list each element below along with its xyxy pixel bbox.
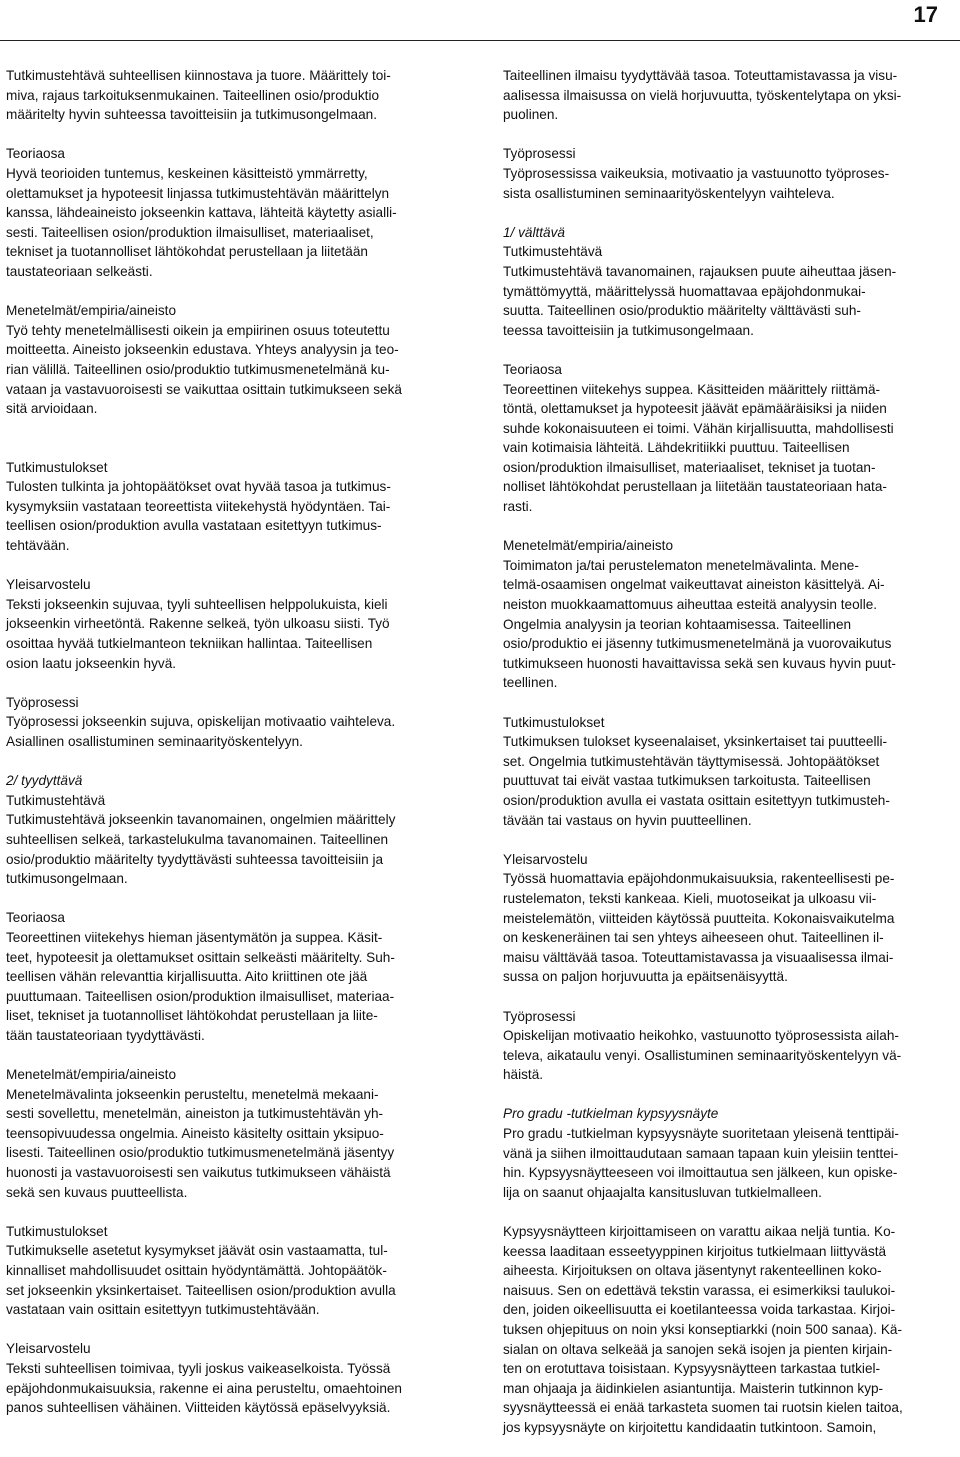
section-heading: Menetelmät/empiria/aineisto (503, 538, 674, 554)
text-line: teellisen osion/produktion avulla vastataan esitettyyn tutkimus- (6, 518, 382, 534)
section-heading: Tutkimustulokset (503, 714, 605, 730)
paragraph (6, 66, 446, 125)
text-line: Ongelmia analyysin ja teorian kohtaamisessa. Taiteellinen (503, 616, 852, 632)
text-line: huonosti ja vastavuoroisesti sen vaikutus tutkimukseen vähäistä (6, 1165, 391, 1181)
left-column (6, 66, 446, 1437)
text-line: Opiskelijan motivaatio heikohko, vastuunotto työprosessista ailah- (503, 1028, 899, 1044)
text-line: tymättömyyttä, määrittelyssä huomattavaa epäjohdonmukai- (503, 283, 866, 299)
section-heading: Työprosessi (503, 1008, 576, 1024)
text-line: sialan on oltava selkeää ja sanojen sekä isojen ja pienten kirjain- (503, 1341, 893, 1357)
section-heading: Tutkimustulokset (6, 459, 108, 475)
text-line: Teoreettinen viitekehys hieman jäsentymätön ja suppea. Käsit- (6, 929, 383, 945)
text-line: neiston muokkaamattomuus aiheuttaa esteitä analyysin teolle. (503, 597, 878, 613)
text-line: Tutkimuksen tulokset kyseenalaiset, yksinkertaiset tai puutteelli- (503, 734, 888, 750)
text-line: vastataan vain osittain esitettyyn tutkimustehtävään. (6, 1302, 320, 1318)
header-rule (0, 40, 960, 41)
text-line: Tutkimustehtävä (503, 244, 603, 260)
text-line: teessa tavoitteisiin ja tutkimusongelmaan. (503, 322, 754, 338)
text-line: televa, aikataulu venyi. Osallistuminen seminaarityöskentelyyn vä- (503, 1047, 902, 1063)
text-line: den, joiden oikeellisuutta ei koetilanteessa voida tarkastaa. Kirjoi- (503, 1302, 896, 1318)
text-line: panos suhteellisen vähäinen. Viitteiden käytössä epäselvyyksiä. (6, 1400, 391, 1416)
text-line: suhde kokonaisuuteen ei toimi. Vähän kirjallisuutta, mahdollisesti (503, 420, 894, 436)
text-line: Työssä huomattavia epäjohdonmukaisuuksia, rakenteellisesti pe- (503, 871, 895, 887)
text-line: Menetelmävalinta jokseenkin perusteltu, menetelmä mekaani- (6, 1086, 379, 1102)
section-heading: Teoriaosa (6, 146, 65, 162)
text-line: sekä sen kuvaus puutteellista. (6, 1184, 188, 1200)
text-line: Toimimaton ja/tai perustelematon menetelmävalinta. Mene- (503, 557, 859, 573)
text-line: on keskeneräinen tai sen yhteys aiheeseen ohut. Taiteellinen il- (503, 930, 884, 946)
text-line: tävään tai vastaus on hyvin puutteellinen. (503, 812, 752, 828)
text-line: rasti. (503, 499, 533, 515)
text-line: Hyvä teorioiden tuntemus, keskeinen käsitteistö ymmärretty, (6, 165, 368, 181)
paragraph (6, 1065, 446, 1202)
text-line: kanssa, lähdeaineisto jokseenkin kattava, lähteitä käytetty asialli- (6, 205, 397, 221)
paragraph (503, 850, 923, 987)
text-line: teet, hypoteesit ja olettamukset osittain selkeästi määritelty. Suh- (6, 949, 395, 965)
text-line: osio/produktio ei jäsenny tutkimusmenetelmänä ja vuorovaikutus (503, 636, 892, 652)
text-line: Työprosessi jokseenkin sujuva, opiskelijan motivaatio vaihteleva. (6, 714, 396, 730)
text-line: man ohjaaja ja äidinkielen asiantuntija. Maisterin tutkinnon kyp- (503, 1380, 884, 1396)
text-line: teensopivuudessa ongelmia. Aineisto käsitelty osittain yksipuo- (6, 1125, 384, 1141)
paragraph (6, 144, 446, 281)
section-heading: Teoriaosa (6, 910, 65, 926)
text-line: moitteetta. Aineisto jokseenkin edustava. Yhteys analyysin ja teo- (6, 342, 399, 358)
text-line: telmä-osaamisen ongelmat vaikeuttavat aineiston käsittelyä. Ai- (503, 577, 885, 593)
text-line: hin. Kypsyysnäytteeseen voi ilmoittautua sen jälkeen, kun opiske- (503, 1165, 898, 1181)
text-line: osion/produktion avulla ei vastata osittain esitettyyn tutkimusteh- (503, 792, 890, 808)
section-heading: Työprosessi (6, 694, 79, 710)
text-line: sista osallistuminen seminaarityöskentelyyn vaihteleva. (503, 185, 835, 201)
section-heading: Yleisarvostelu (6, 577, 91, 593)
text-line: sesti sovellettu, menetelmän, aineiston ja tutkimustehtävän yh- (6, 1106, 384, 1122)
paragraph (6, 771, 446, 889)
text-line: määritelty hyvin suhteessa tavoitteisiin ja tutkimusongelmaan. (6, 107, 377, 123)
text-line: Tulosten tulkinta ja johtopäätökset ovat hyvää tasoa ja tutkimus- (6, 479, 391, 495)
text-line: epäjohdonmukaisuuksia, rakenne ei aina perusteltu, omaehtoinen (6, 1380, 402, 1396)
paragraph (503, 223, 923, 341)
text-line: rian välillä. Taiteellinen osio/produktio tutkimusmenetelmänä ku- (6, 361, 390, 377)
paragraph (6, 908, 446, 1045)
text-line: osoittaa hyvää tutkielmanteon tekniikan hallintaa. Taiteellisen (6, 636, 373, 652)
text-line: tekniset ja tuotannolliset lähtökohdat perustellaan ja liitetään (6, 244, 368, 260)
section-heading: Teoriaosa (503, 361, 562, 377)
text-line: puolinen. (503, 107, 559, 123)
text-line: teellisen vähän relevanttia kirjallisuutta. Aito kriittinen ote jää (6, 969, 368, 985)
text-line: osion/produktion ilmaisulliset, materiaaliset, tekniset ja tuotan- (503, 459, 876, 475)
text-line: olettamukset ja hypoteesit linjassa tutkimustehtävän määrittelyn (6, 185, 390, 201)
section-heading: Taiteellinen ilmaisu tyydyttävää tasoa. Toteuttamistavassa ja visu- (503, 68, 898, 83)
text-line: lija on saanut ohjaajalta kansitusluvan tutkielmalleen. (503, 1184, 822, 1200)
text-line: syysnäytteessä ei enää tarkasteta suomen tai ruotsin kielen taitoa, (503, 1400, 903, 1416)
text-line: vataan ja vastavuoroisesti se vaikuttaa osittain tutkimukseen sekä (6, 381, 402, 397)
text-line: puuttuvat tai eivät vastaa tutkimuksen tarkoitusta. Taiteellisen (503, 773, 871, 789)
text-line: naisuus. Sen on edettävä tekstin varassa, ei esimerkiksi taulukoi- (503, 1282, 896, 1298)
paragraph (503, 1104, 923, 1202)
text-line: Tutkimustehtävä (6, 792, 106, 808)
text-line: töntä, olettamukset ja hypoteesit jäävät epämääräisiksi ja niiden (503, 401, 887, 417)
page-number: 17 (913, 2, 938, 27)
text-line: Pro gradu -tutkielman kypsyysnäyte suoritetaan yleisenä tenttipäi- (503, 1126, 899, 1142)
text-line: kysymyksiin vastataan teoreettista viitekehystä hyödyntäen. Tai- (6, 498, 391, 514)
text-line: tehtävään. (6, 538, 70, 554)
text-line: suhteellisen selkeä, tarkastelukulma tavanomainen. Taiteellinen (6, 831, 389, 847)
text-line: Työprosessissa vaikeuksia, motivaatio ja vastuunotto työproses- (503, 165, 890, 181)
paragraph (503, 1007, 923, 1085)
paragraph (6, 693, 446, 752)
text-line: osion laatu jokseenkin hyvä. (6, 655, 177, 671)
text-line: aalisessa ilmaisussa on vielä horjuvuutta, työskentelytapa on yksi- (503, 87, 902, 103)
text-line: Teksti jokseenkin sujuvaa, tyyli suhteellisen helppolukuista, kieli (6, 596, 388, 612)
section-heading: 2/ tyydyttävä (6, 773, 83, 789)
section-heading: Menetelmät/empiria/aineisto (6, 303, 177, 319)
text-line: lisesti. Taiteellinen osio/produktio tutkimusmenetelmänä jäsentyy (6, 1145, 395, 1161)
text-line: Tutkimustehtävä jokseenkin tavanomainen, ongelmien määrittely (6, 812, 396, 828)
text-line: Asiallinen osallistuminen seminaarityöskentelyyn. (6, 734, 303, 749)
text-line: sitä arvioidaan. (6, 401, 98, 417)
paragraph (503, 360, 923, 517)
paragraph (6, 1222, 446, 1320)
text-line: tuksen ohjepituus on noin yksi konseptiarkki (noin 500 sanaa). Kä- (503, 1322, 902, 1337)
text-line: Teksti suhteellisen toimivaa, tyyli joskus vaikeaselkoista. Työssä (6, 1361, 391, 1376)
text-line: sussa on paljon horjuvuutta ja epäitsenäisyyttä. (503, 969, 788, 985)
text-line: tutkimukseen huonosti havaittavissa sekä sen kuvaus hyvin puut- (503, 655, 896, 671)
text-line: teellinen. (503, 675, 558, 691)
text-line: Tutkimustehtävä tavanomainen, rajauksen puute aiheuttaa jäsen- (503, 263, 897, 279)
paragraph (503, 713, 923, 831)
paragraph (6, 1339, 446, 1417)
paragraph (503, 1222, 923, 1438)
paragraph (6, 575, 446, 673)
section-heading: Tutkimustehtävä suhteellisen kiinnostava ja tuore. Määrittely toi- (6, 68, 391, 83)
text-line: osio/produktio määritelty tyydyttävästi suhteessa tavoitteisiin ja (6, 851, 384, 867)
text-line: tutkimusongelmaan. (6, 871, 128, 887)
text-line: maisu välttävää tasoa. Toteuttamistavassa ja visuaalisessa ilmai- (503, 949, 894, 965)
section-heading: Menetelmät/empiria/aineisto (6, 1067, 177, 1083)
text-line: keessa laaditaan esseetyyppinen kirjoitus tutkielmaan liittyvästä (503, 1243, 887, 1259)
text-line: Työ tehty menetelmällisesti oikein ja empiirinen osuus toteutettu (6, 322, 390, 338)
paragraph (503, 144, 923, 203)
right-column (503, 66, 923, 1457)
section-heading: 1/ välttävä (503, 224, 565, 240)
text-line: set jokseenkin yksinkertaiset. Taiteellisen osion/produktion avulla (6, 1282, 396, 1298)
text-line: ten on erotuttava toisistaan. Kypsyysnäytteen tarkastaa tutkiel- (503, 1361, 881, 1377)
text-line: sesti. Taiteellisen osion/produktion ilmaisulliset, materiaaliset, (6, 224, 374, 240)
text-line: kinnalliset mahdollisuudet osittain hyödyntämättä. Johtopäätök- (6, 1263, 387, 1279)
text-line: puuttumaan. Taiteellisen osion/produktion ilmaisulliset, materiaa- (6, 988, 395, 1004)
text-line: liset, tekniset ja tuotannolliset lähtökohdat perustellaan ja liite- (6, 1008, 378, 1024)
text-line: Teoreettinen viitekehys suppea. Käsitteiden määrittely riittämä- (503, 381, 881, 397)
text-line: meistelemätön, viitteiden käytössä puutteita. Kokonaisvaikutelma (503, 910, 895, 926)
paragraph (6, 301, 446, 419)
paragraph (503, 536, 923, 693)
section-heading: Tutkimustulokset (6, 1223, 108, 1239)
text-line: set. Ongelmia tutkimustehtävän täyttymisessä. Johtopäätökset (503, 753, 880, 769)
section-heading: Kypsyysnäytteen kirjoittamiseen on varattu aikaa neljä tuntia. Ko- (503, 1224, 896, 1240)
text-line: tään taustateoriaan tyydyttävästi. (6, 1027, 205, 1043)
text-line: suutta. Taiteellinen osio/produktio määritelty välttävästi suh- (503, 303, 861, 319)
text-line: häistä. (503, 1067, 544, 1083)
text-line: jos kypsyysnäyte on kirjoitettu kandidaatin tutkintoon. Samoin, (503, 1419, 877, 1435)
section-heading: Työprosessi (503, 146, 576, 162)
paragraph (503, 66, 923, 125)
text-line: jokseenkin virheetöntä. Rakenne selkeä, työn ulkoasu siisti. Työ (6, 616, 390, 632)
text-line: miva, rajaus tarkoituksenmukainen. Taiteellinen osio/produktio (6, 87, 380, 103)
section-heading: Pro gradu -tutkielman kypsyysnäyte (503, 1106, 719, 1122)
text-line: vänä ja siihen ilmoittaudutaan samaan tapaan kuin yleisiin tenttei- (503, 1145, 899, 1161)
text-line: Tutkimukselle asetetut kysymykset jäävät osin vastaamatta, tul- (6, 1243, 388, 1259)
text-line: rustelematon, teksti kankeaa. Kieli, muotoseikat ja ulkoasu vii- (503, 890, 877, 906)
text-line: taustateoriaan selkeästi. (6, 263, 153, 279)
paragraph (6, 458, 446, 556)
section-heading: Yleisarvostelu (6, 1341, 91, 1357)
text-line: nolliset lähtökohdat perustellaan ja liitetään taustateoriaan hata- (503, 479, 887, 495)
text-line: vain kotimaisia lähteitä. Lähdekritiikki puuttuu. Taiteellisen (503, 440, 850, 456)
text-line: aiheesta. Kirjoituksen on oltava jäsentynyt rakenteellinen koko- (503, 1263, 882, 1279)
section-heading: Yleisarvostelu (503, 851, 588, 867)
